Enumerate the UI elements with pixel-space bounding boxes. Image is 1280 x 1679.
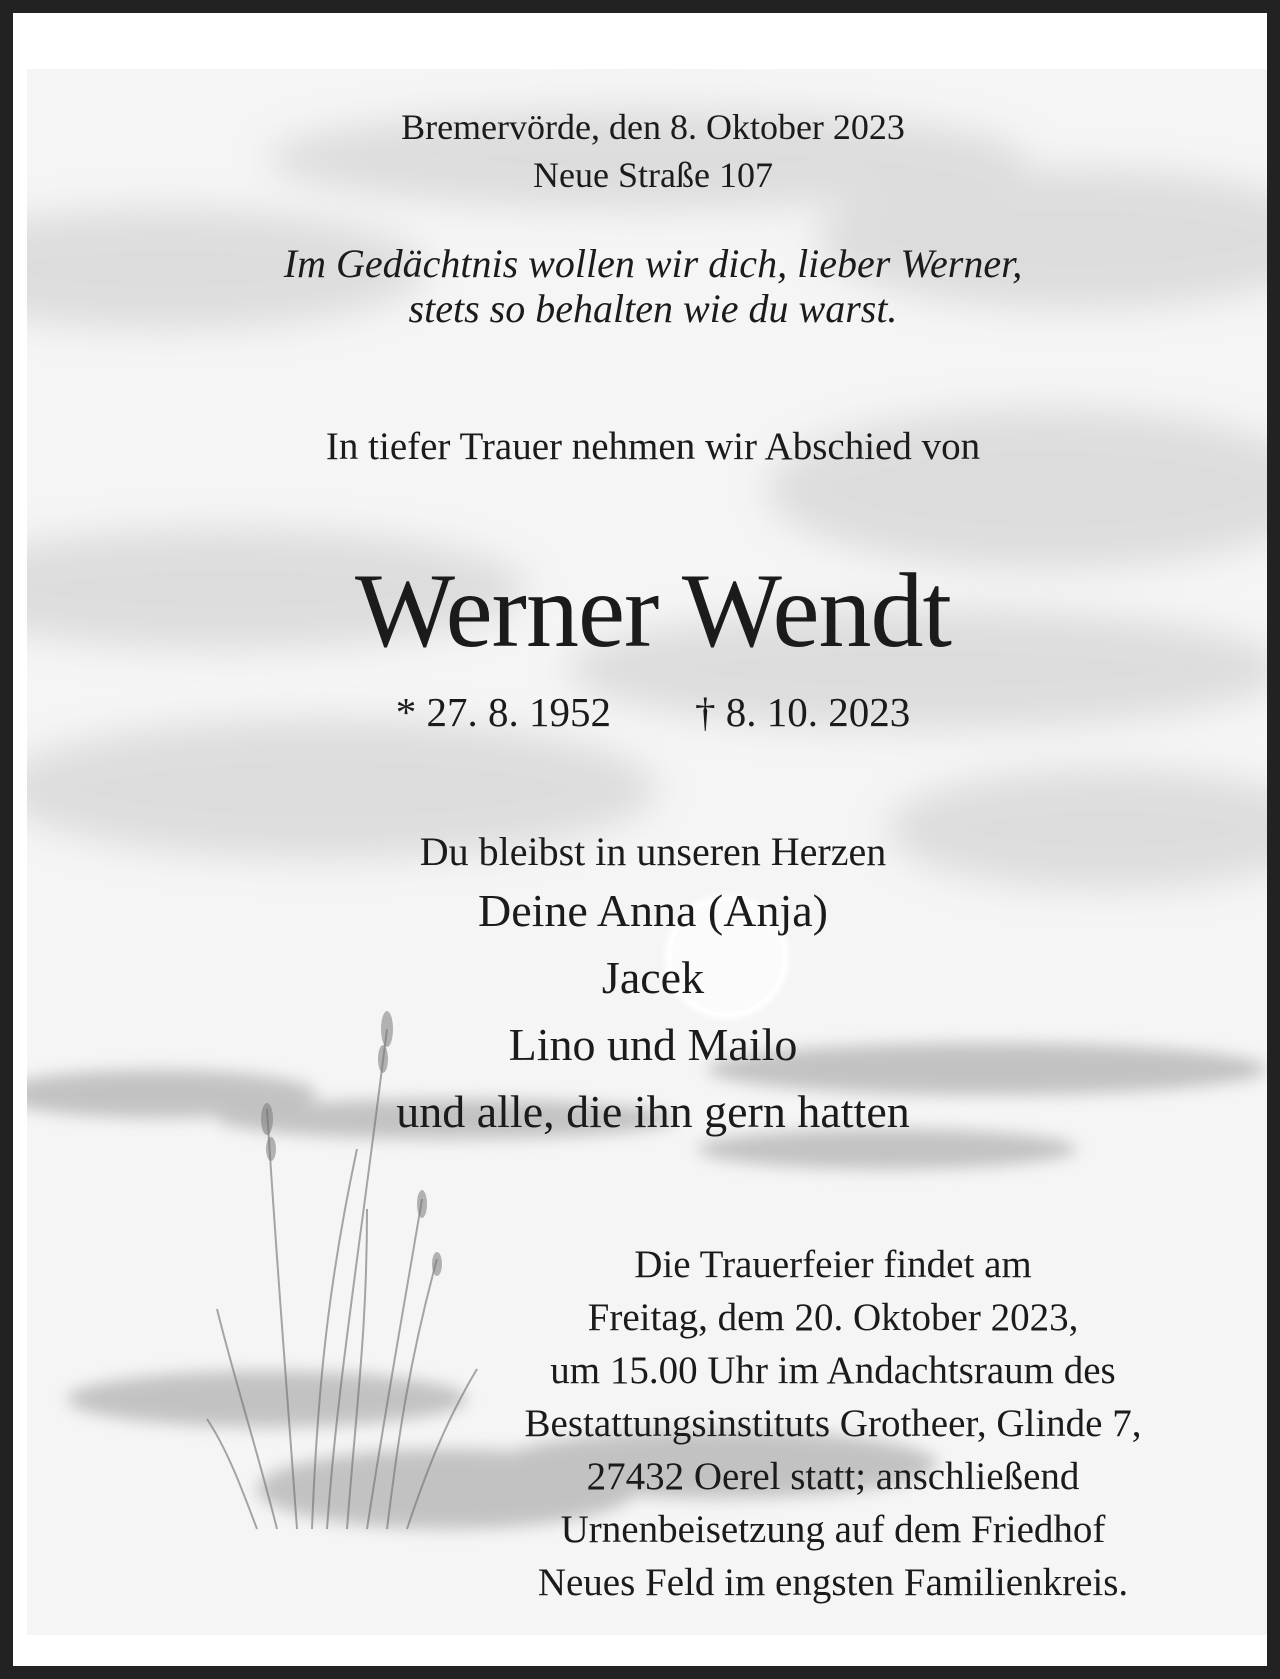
death-date: † 8. 10. 2023 bbox=[695, 689, 911, 735]
motto-line-1: Im Gedächtnis wollen wir dich, lieber Werner, bbox=[283, 241, 1023, 286]
ceremony-line: Urnenbeisetzung auf dem Friedhof bbox=[560, 1508, 1106, 1551]
mourners-block bbox=[13, 827, 1280, 1145]
deceased-name: Werner Wendt bbox=[355, 552, 951, 669]
mourner-name: Lino und Mailo bbox=[508, 1019, 798, 1070]
ceremony-line: um 15.00 Uhr im Andachtsraum des bbox=[550, 1349, 1116, 1392]
ceremony-line: Bestattungsinstituts Grotheer, Glinde 7, bbox=[524, 1402, 1142, 1445]
birth-date: * 27. 8. 1952 bbox=[395, 689, 611, 735]
place-and-address bbox=[13, 103, 1280, 199]
mourner-name: Deine Anna (Anja) bbox=[478, 885, 828, 936]
mourner-name: und alle, die ihn gern hatten bbox=[396, 1086, 910, 1137]
mourning-intro: In tiefer Trauer nehmen wir Abschied von bbox=[325, 425, 981, 468]
ceremony-line: 27432 Oerel statt; anschließend bbox=[586, 1455, 1080, 1498]
mourners-opening: Du bleibst in unseren Herzen bbox=[419, 829, 887, 874]
street-address: Neue Straße 107 bbox=[533, 155, 773, 195]
mourner-name: Jacek bbox=[601, 952, 705, 1003]
place-date: Bremervörde, den 8. Oktober 2023 bbox=[401, 107, 905, 147]
funeral-ceremony-info bbox=[433, 1238, 1233, 1609]
motto-line-2: stets so behalten wie du warst. bbox=[408, 286, 898, 331]
ceremony-line: Neues Feld im engsten Familienkreis. bbox=[537, 1561, 1129, 1604]
life-dates bbox=[13, 687, 1280, 737]
ceremony-line: Die Trauerfeier findet am bbox=[634, 1243, 1032, 1286]
memorial-motto bbox=[13, 241, 1280, 331]
ceremony-line: Freitag, dem 20. Oktober 2023, bbox=[587, 1296, 1079, 1339]
